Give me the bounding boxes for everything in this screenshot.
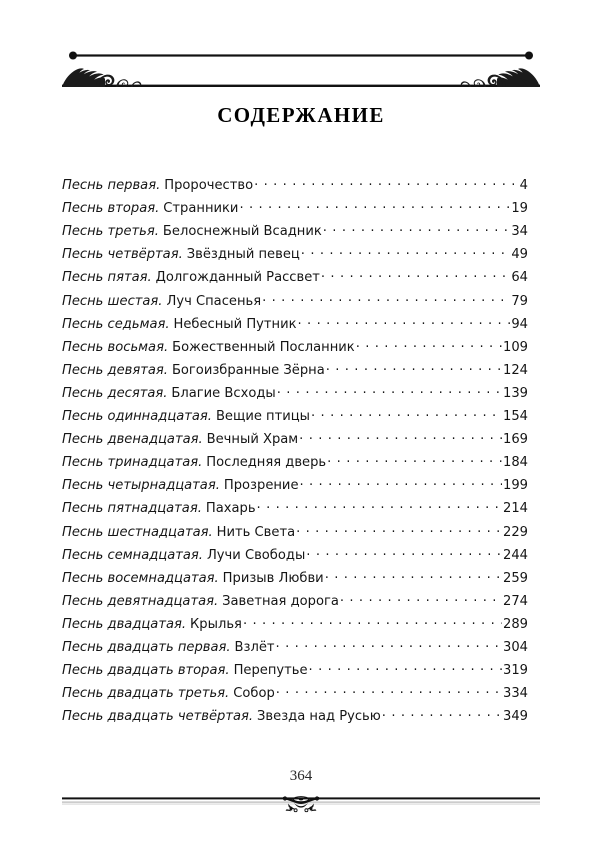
toc-entry-title: Вечный Храм (206, 432, 299, 448)
toc-entry[interactable] (62, 569, 528, 592)
toc-entry-title: Белоснежный Всадник (162, 224, 322, 240)
toc-entry[interactable] (62, 522, 528, 545)
toc-entry-song-label: Песнь четвёртая. (62, 247, 183, 263)
toc-entry-song-label: Песнь первая. (62, 178, 161, 194)
toc-entry-title: Перепутье (233, 663, 308, 679)
toc-entry-song-label: Песнь девятнадцатая. (62, 593, 219, 609)
toc-entry[interactable] (62, 707, 528, 730)
toc-entry-song-label: Песнь восемнадцатая. (62, 570, 219, 586)
toc-entry-song-label: Песнь пятнадцатая. (62, 501, 202, 517)
toc-entry[interactable] (62, 268, 528, 291)
flourish-left-icon (62, 68, 141, 87)
toc-entry-song-label: Песнь шестая. (62, 293, 163, 309)
toc-dot-leader (306, 546, 502, 559)
toc-entry[interactable] (62, 546, 528, 569)
toc-entry[interactable] (62, 291, 528, 314)
toc-dot-leader (311, 407, 502, 420)
footer-ornament (0, 790, 602, 816)
toc-entry[interactable] (62, 222, 528, 245)
toc-entry-page-number: 244 (503, 547, 528, 563)
toc-entry-page-number: 139 (503, 385, 528, 401)
toc-entry-title: Луч Спасенья (166, 293, 262, 309)
toc-entry-song-label: Песнь семнадцатая. (62, 547, 203, 563)
toc-entry-page-number: 19 (511, 201, 528, 217)
toc-entry-song-label: Песнь десятая. (62, 385, 168, 401)
toc-entry-title: Богоизбранные Зёрна (171, 362, 325, 378)
toc-entry[interactable] (62, 245, 528, 268)
toc-entry-song-label: Песнь одиннадцатая. (62, 409, 212, 425)
toc-dot-leader (309, 661, 502, 674)
toc-dot-leader (298, 315, 511, 328)
toc-entry-page-number: 349 (503, 709, 528, 725)
toc-dot-leader (326, 361, 502, 374)
toc-dot-leader (299, 430, 502, 443)
toc-entry-song-label: Песнь двадцать первая. (62, 639, 231, 655)
toc-entry-song-label: Песнь третья. (62, 224, 159, 240)
toc-entry-title: Призыв Любви (222, 570, 324, 586)
toc-entry-title: Лучи Свободы (206, 547, 306, 563)
flourish-right-icon (461, 68, 540, 87)
toc-entry-page-number: 94 (511, 316, 528, 332)
toc-entry-title: Крылья (190, 616, 242, 632)
toc-dot-leader (300, 476, 503, 489)
toc-entry-title: Звёздный певец (186, 247, 300, 263)
toc-entry[interactable] (62, 638, 528, 661)
toc-entry-page-number: 184 (503, 455, 528, 471)
toc-entry-page-number: 334 (503, 686, 528, 702)
toc-entry[interactable] (62, 176, 528, 199)
toc-dot-leader (321, 268, 510, 281)
toc-entry[interactable] (62, 361, 528, 384)
header-flourish-rule-icon (62, 85, 540, 87)
toc-entry-title: Пророчество (164, 178, 254, 194)
toc-entry-page-number: 289 (503, 616, 528, 632)
page-title: СОДЕРЖАНИЕ (217, 103, 385, 127)
toc-entry-page-number: 154 (503, 409, 528, 425)
toc-entry-page-number: 109 (503, 339, 528, 355)
toc-entry-page-number: 4 (519, 178, 528, 194)
toc-entry-title: Благие Всходы (171, 385, 276, 401)
toc-entry-song-label: Песнь пятая. (62, 270, 152, 286)
toc-entry-title: Прозрение (223, 478, 299, 494)
toc-dot-leader (276, 684, 502, 697)
toc-entry-song-label: Песнь двадцать четвёртая. (62, 709, 254, 725)
toc-entry-song-label: Песнь двенадцатая. (62, 432, 203, 448)
toc-dot-leader (382, 707, 502, 720)
toc-dot-leader (243, 615, 502, 628)
toc-entry-page-number: 124 (503, 362, 528, 378)
toc-entry-title: Последняя дверь (206, 455, 327, 471)
toc-entry[interactable] (62, 407, 528, 430)
toc-dot-leader (356, 338, 502, 351)
toc-dot-leader (325, 569, 502, 582)
toc-entry-title: Заветная дорога (222, 593, 339, 609)
toc-dot-leader (327, 453, 502, 466)
toc-entry-song-label: Песнь седьмая. (62, 316, 170, 332)
toc-entry[interactable] (62, 615, 528, 638)
toc-entry-title: Вещие птицы (215, 409, 311, 425)
toc-entry-page-number: 34 (511, 224, 528, 240)
toc-entry-song-label: Песнь четырнадцатая. (62, 478, 220, 494)
toc-entry-title: Звезда над Русью (257, 709, 381, 725)
toc-entry[interactable] (62, 592, 528, 615)
toc-dot-leader (277, 384, 502, 397)
toc-entry[interactable] (62, 199, 528, 222)
toc-entry-page-number: 199 (503, 478, 528, 494)
toc-entry-song-label: Песнь восьмая. (62, 339, 169, 355)
toc-entry-page-number: 304 (503, 639, 528, 655)
toc-entry[interactable] (62, 499, 528, 522)
toc-entry-title: Нить Света (216, 524, 296, 540)
toc-dot-leader (262, 291, 510, 304)
toc-entry-song-label: Песнь двадцать третья. (62, 686, 230, 702)
toc-dot-leader (276, 638, 502, 651)
toc-entry-title: Божественный Посланник (172, 339, 355, 355)
toc-entry-title: Собор (233, 686, 275, 702)
toc-entry[interactable] (62, 384, 528, 407)
toc-entry[interactable] (62, 453, 528, 476)
toc-entry-page-number: 274 (503, 593, 528, 609)
toc-entry-song-label: Песнь тринадцатая. (62, 455, 203, 471)
toc-entry-title: Взлёт (234, 639, 275, 655)
toc-entry-page-number: 214 (503, 501, 528, 517)
toc-dot-leader (254, 176, 519, 189)
toc-dot-leader (239, 199, 510, 212)
toc-entry[interactable] (62, 661, 528, 684)
toc-entry-song-label: Песнь шестнадцатая. (62, 524, 213, 540)
toc-entry-song-label: Песнь вторая. (62, 201, 160, 217)
toc-entry[interactable] (62, 476, 528, 499)
toc-entry[interactable] (62, 684, 528, 707)
toc-dot-leader (323, 222, 511, 235)
toc-entry-page-number: 79 (511, 293, 528, 309)
toc-entry-title: Небесный Путник (173, 316, 297, 332)
header-thin-rule-icon (69, 52, 533, 60)
toc-entry-song-label: Песнь двадцать вторая. (62, 663, 230, 679)
toc-dot-leader (340, 592, 502, 605)
toc-dot-leader (257, 499, 502, 512)
toc-entry[interactable] (62, 338, 528, 361)
toc-entry-page-number: 49 (511, 247, 528, 263)
toc-entry-page-number: 169 (503, 432, 528, 448)
toc-dot-leader (296, 522, 502, 535)
toc-entry-song-label: Песнь двадцатая. (62, 616, 187, 632)
folio-page-number: 364 (289, 768, 313, 784)
toc-entry-song-label: Песнь девятая. (62, 362, 168, 378)
toc-entry-page-number: 64 (511, 270, 528, 286)
toc-entry[interactable] (62, 430, 528, 453)
toc-entry[interactable] (62, 315, 528, 338)
table-of-contents (62, 176, 528, 730)
toc-dot-leader (301, 245, 511, 258)
toc-entry-title: Странники (163, 201, 239, 217)
toc-entry-page-number: 229 (503, 524, 528, 540)
toc-entry-page-number: 319 (503, 663, 528, 679)
toc-entry-title: Долгожданный Рассвет (155, 270, 320, 286)
toc-entry-title: Пахарь (205, 501, 256, 517)
toc-entry-page-number: 259 (503, 570, 528, 586)
header-ornament (0, 44, 602, 102)
